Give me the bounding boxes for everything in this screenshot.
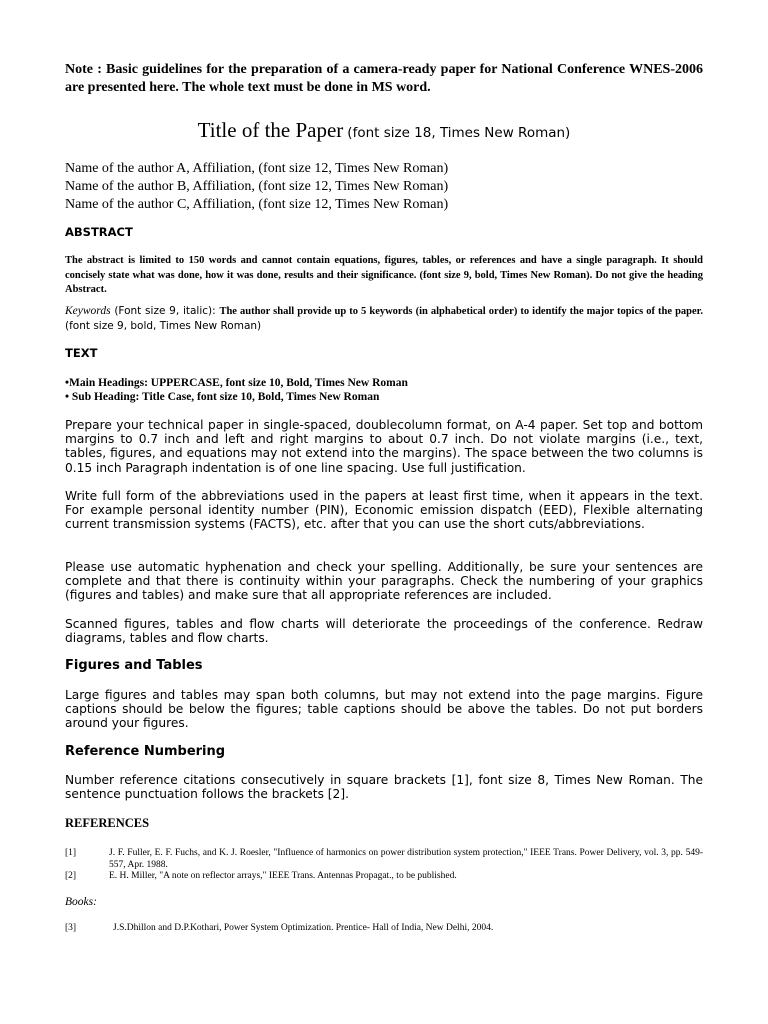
figures-tables-paragraph: Large figures and tables may span both columns, but may not extend into the page margins. Figure captions should be below the figures; table captions should be above the tables. Do not put borders around your figures. (65, 688, 703, 731)
reference-text: E. H. Miller, "A note on reflector arrays," IEEE Trans. Antennas Propagat., to be published. (109, 871, 457, 881)
text-paragraph: Prepare your technical paper in single-spaced, doublecolumn format, on A-4 paper. Set top and bottom margins to 0.7 inch and left and right margins to about 0.7 inch. Do not violate margins (i.e., text, tables, figures, and equations may not extend into the margins). The space between the two columns is 0.15 inch Paragraph indentation is of one line spacing. Use full justification. (65, 418, 703, 475)
keywords-text: The author shall provide up to 5 keywords (in alphabetical order) to identify the major topics of the paper. (219, 306, 703, 317)
reference-item (65, 847, 703, 871)
text-heading: TEXT (65, 346, 98, 360)
paper-title (0, 118, 768, 143)
keywords-text-note: (font size 9, bold, Times New Roman) (65, 320, 262, 332)
abstract-heading: ABSTRACT (65, 225, 133, 239)
reference-text: J.S.Dhillon and D.P.Kothari, Power System Optimization. Prentice- Hall of India, New Delhi, 2004. (113, 923, 494, 933)
heading-style-list (65, 376, 703, 404)
reference-item (65, 922, 703, 934)
reference-text: J. F. Fuller, E. F. Fuchs, and K. J. Roesler, "Influence of harmonics on power distribution system protection," IEEE Trans. Power Delivery, vol. 3, pp. 549-557, Apr. 1988. (109, 848, 703, 870)
keywords-label-note: (Font size 9, italic): (110, 305, 220, 317)
figures-tables-heading: Figures and Tables (65, 658, 203, 673)
list-item: • Sub Heading: Title Case, font size 10, Bold, Times New Roman (65, 391, 380, 403)
author-line: Name of the author C, Affiliation, (font size 12, Times New Roman) (65, 197, 449, 212)
reference-number: [3] (65, 923, 77, 933)
author-line: Name of the author B, Affiliation, (font size 12, Times New Roman) (65, 179, 449, 194)
guidelines-note: Note : Basic guidelines for the preparation of a camera-ready paper for National Conference WNES-2006 are presented here. The whole text must be done in MS word. (65, 62, 703, 95)
list-item: •Main Headings: UPPERCASE, font size 10, Bold, Times New Roman (65, 377, 408, 389)
reference-number: [1] (65, 848, 77, 858)
keywords-paragraph (65, 304, 703, 333)
text-paragraph: Write full form of the abbreviations used in the papers at least first time, when it appears in the text. For example personal identity number (PIN), Economic emission dispatch (EED), Flexible alternating current transmission systems (FACTS), etc. after that you can use the short cuts/abbreviations. (65, 489, 703, 532)
author-line: Name of the author A, Affiliation, (font size 12, Times New Roman) (65, 161, 449, 176)
reference-item (65, 870, 703, 882)
reference-numbering-heading: Reference Numbering (65, 744, 226, 759)
references-heading: REFERENCES (65, 816, 150, 830)
paper-title-format-note: (font size 18, Times New Roman) (347, 125, 571, 141)
reference-numbering-paragraph: Number reference citations consecutively in square brackets [1], font size 8, Times New Roman. The sentence punctuation follows the brackets [2]. (65, 773, 703, 802)
text-paragraph: Scanned figures, tables and flow charts will deteriorate the proceedings of the conference. Redraw diagrams, tables and flow charts. (65, 617, 703, 646)
keywords-label: Keywords (65, 305, 111, 317)
author-list (65, 160, 703, 214)
abstract-body: The abstract is limited to 150 words and cannot contain equations, figures, tables, or references and have a single paragraph. It should concisely state what was done, how it was done, results and their significance. (font size 9, bold, Times New Roman). Do not give the heading Abstract. (65, 255, 703, 295)
reference-number: [2] (65, 871, 77, 881)
paper-title-main: Title of the Paper (197, 118, 344, 142)
text-paragraph: Please use automatic hyphenation and check your spelling. Additionally, be sure your sentences are complete and that there is continuity within your paragraphs. Check the numbering of your graphics (figures and tables) and make sure that all appropriate references are included. (65, 560, 703, 603)
books-label: Books: (65, 896, 97, 908)
